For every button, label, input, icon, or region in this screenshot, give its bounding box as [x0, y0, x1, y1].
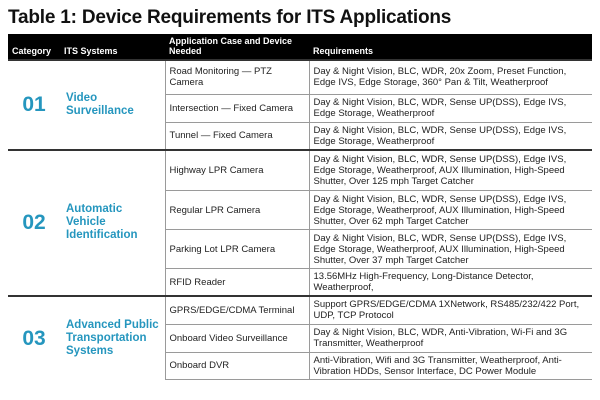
requirements-cell: Day & Night Vision, BLC, WDR, Sense UP(DSS), Edge IVS, Edge Storage, Weatherproof	[309, 94, 592, 122]
header-category: Category	[12, 46, 52, 56]
requirements-cell: Day & Night Vision, BLC, WDR, Sense UP(DSS), Edge IVS, Edge Storage, Weatherproof, AUX Illumination, High-Speed Shutter, Over 37 mph Target Catcher	[309, 230, 592, 269]
table-row	[8, 150, 592, 191]
requirements-cell: Day & Night Vision, BLC, WDR, Sense UP(DSS), Edge IVS, Edge Storage, Weatherproof, AUX Illumination, High-Speed Shutter, Over 125 mph Target Catcher	[309, 150, 592, 191]
application-cell: Regular LPR Camera	[165, 191, 309, 230]
application-cell: Parking Lot LPR Camera	[165, 230, 309, 269]
application-cell: Intersection — Fixed Camera	[165, 94, 309, 122]
table-row	[8, 296, 592, 324]
application-cell: RFID Reader	[165, 269, 309, 297]
requirements-cell: Support GPRS/EDGE/CDMA 1XNetwork, RS485/232/422 Port, UDP, TCP Protocol	[309, 296, 592, 324]
application-cell: Highway LPR Camera	[165, 150, 309, 191]
header-its-systems: ITS Systems	[64, 46, 118, 56]
requirements-cell: 13.56MHz High-Frequency, Long-Distance Detector, Weatherproof,	[309, 269, 592, 297]
category-number-01: 01	[8, 60, 60, 150]
table-row	[8, 60, 592, 94]
application-cell: GPRS/EDGE/CDMA Terminal	[165, 296, 309, 324]
application-cell: Road Monitoring — PTZ Camera	[165, 60, 309, 94]
application-cell: Tunnel — Fixed Camera	[165, 122, 309, 150]
requirements-cell: Anti-Vibration, Wifi and 3G Transmitter, Weatherproof, Anti-Vibration HDDs, Sensor Interface, DC Power Module	[309, 352, 592, 379]
table-title: Table 1: Device Requirements for ITS Applications	[8, 7, 452, 28]
header-requirements: Requirements	[313, 46, 374, 56]
category-number-03: 03	[8, 296, 60, 379]
application-cell: Onboard DVR	[165, 352, 309, 379]
requirements-cell: Day & Night Vision, BLC, WDR, Anti-Vibration, Wi-Fi and 3G Transmitter, Weatherproof	[309, 324, 592, 352]
its-system-automatic-vehicle-identification: Automatic Vehicle Identification	[60, 150, 165, 297]
requirements-cell: Day & Night Vision, BLC, WDR, Sense UP(DSS), Edge IVS, Edge Storage, Weatherproof	[309, 122, 592, 150]
header-application: Application Case and Device Needed	[169, 36, 293, 56]
category-number-02: 02	[8, 150, 60, 297]
requirements-cell: Day & Night Vision, BLC, WDR, Sense UP(DSS), Edge IVS, Edge Storage, Weatherproof, AUX Illumination, High-Speed Shutter, Over 62 mph Target Catcher	[309, 191, 592, 230]
requirements-cell: Day & Night Vision, BLC, WDR, 20x Zoom, Preset Function, Edge IVS, Edge Storage, 360° Pan & Tilt, Weatherproof	[309, 60, 592, 94]
its-system-advanced-public-transportation: Advanced Public Transportation Systems	[60, 296, 165, 379]
its-system-video-surveillance: Video Surveillance	[60, 60, 165, 150]
application-cell: Onboard Video Surveillance	[165, 324, 309, 352]
table-header-row	[8, 34, 592, 60]
device-requirements-table	[8, 34, 592, 380]
